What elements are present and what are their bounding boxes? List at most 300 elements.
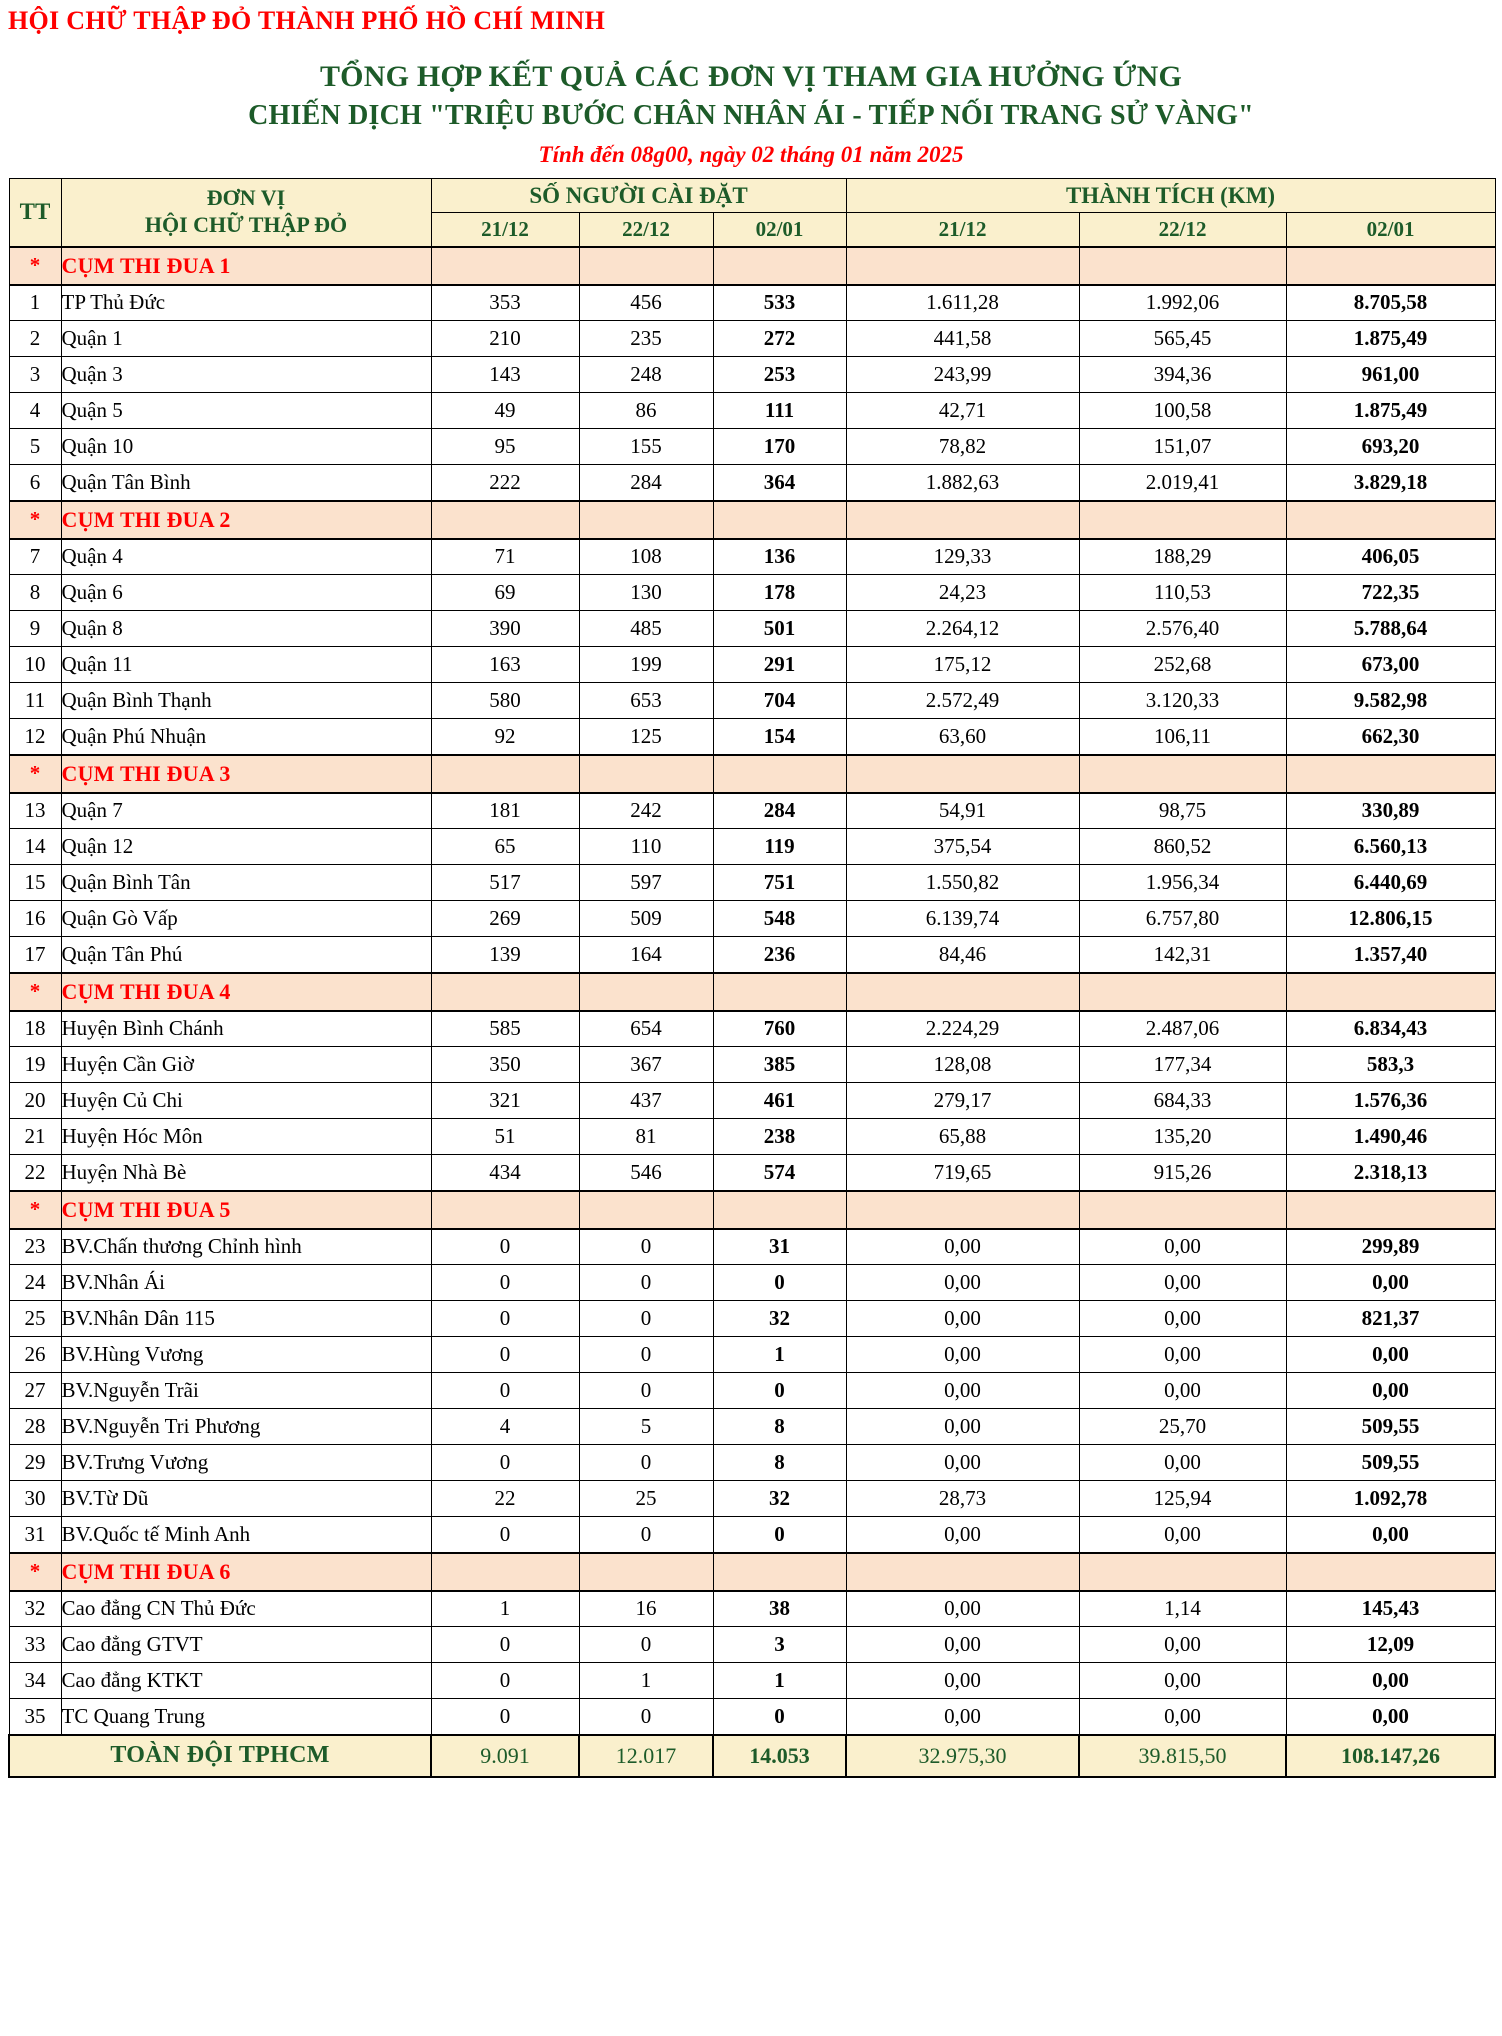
row-installs-02-01: 0 xyxy=(713,1699,846,1735)
group-row xyxy=(9,501,1495,539)
table-row xyxy=(9,393,1495,429)
row-installs-22-12: 110 xyxy=(579,829,713,865)
group-row xyxy=(9,1191,1495,1229)
row-index: 14 xyxy=(9,829,61,865)
row-installs-22-12: 0 xyxy=(579,1445,713,1481)
table-foot xyxy=(9,1735,1495,1777)
row-km-22-12: 1,14 xyxy=(1079,1591,1286,1627)
group-row-label: CỤM THI ĐUA 3 xyxy=(61,755,431,793)
row-km-21-12: 2.572,49 xyxy=(846,683,1079,719)
row-km-02-01: 693,20 xyxy=(1286,429,1495,465)
row-km-21-12: 0,00 xyxy=(846,1373,1079,1409)
row-index: 31 xyxy=(9,1517,61,1553)
row-installs-02-01: 760 xyxy=(713,1011,846,1047)
column-header-km-02-01: 02/01 xyxy=(1286,213,1495,247)
row-unit-name: Huyện Hóc Môn xyxy=(61,1119,431,1155)
row-installs-02-01: 236 xyxy=(713,937,846,973)
table-row xyxy=(9,285,1495,321)
row-installs-22-12: 199 xyxy=(579,647,713,683)
row-unit-name: BV.Nhân Ái xyxy=(61,1265,431,1301)
table-row xyxy=(9,901,1495,937)
row-km-21-12: 0,00 xyxy=(846,1409,1079,1445)
row-km-21-12: 0,00 xyxy=(846,1591,1079,1627)
row-km-02-01: 673,00 xyxy=(1286,647,1495,683)
row-km-22-12: 25,70 xyxy=(1079,1409,1286,1445)
row-km-21-12: 441,58 xyxy=(846,321,1079,357)
row-unit-name: Huyện Củ Chi xyxy=(61,1083,431,1119)
row-installs-02-01: 574 xyxy=(713,1155,846,1191)
row-km-21-12: 0,00 xyxy=(846,1517,1079,1553)
table-row xyxy=(9,1301,1495,1337)
row-installs-22-12: 0 xyxy=(579,1337,713,1373)
row-installs-02-01: 3 xyxy=(713,1627,846,1663)
row-km-21-12: 129,33 xyxy=(846,539,1079,575)
row-index: 23 xyxy=(9,1229,61,1265)
row-km-21-12: 78,82 xyxy=(846,429,1079,465)
column-header-installs-02-01: 02/01 xyxy=(713,213,846,247)
table-row xyxy=(9,1517,1495,1553)
row-index: 1 xyxy=(9,285,61,321)
row-index: 7 xyxy=(9,539,61,575)
table-row xyxy=(9,465,1495,501)
row-installs-22-12: 86 xyxy=(579,393,713,429)
row-installs-21-12: 434 xyxy=(431,1155,579,1191)
group-row-empty-cell xyxy=(1286,1553,1495,1591)
group-row-label: CỤM THI ĐUA 5 xyxy=(61,1191,431,1229)
row-km-22-12: 177,34 xyxy=(1079,1047,1286,1083)
row-km-22-12: 0,00 xyxy=(1079,1265,1286,1301)
row-index: 19 xyxy=(9,1047,61,1083)
total-installs-21-12: 9.091 xyxy=(431,1735,579,1777)
group-row-empty-cell xyxy=(846,755,1079,793)
row-km-22-12: 2.019,41 xyxy=(1079,465,1286,501)
row-unit-name: Quận 7 xyxy=(61,793,431,829)
group-row-empty-cell xyxy=(579,973,713,1011)
row-index: 9 xyxy=(9,611,61,647)
row-km-02-01: 1.875,49 xyxy=(1286,321,1495,357)
row-installs-02-01: 119 xyxy=(713,829,846,865)
row-installs-21-12: 0 xyxy=(431,1373,579,1409)
row-installs-22-12: 242 xyxy=(579,793,713,829)
row-installs-02-01: 704 xyxy=(713,683,846,719)
group-row-empty-cell xyxy=(431,755,579,793)
group-row-empty-cell xyxy=(1286,247,1495,285)
row-installs-22-12: 437 xyxy=(579,1083,713,1119)
group-row-empty-cell xyxy=(846,973,1079,1011)
row-installs-22-12: 248 xyxy=(579,357,713,393)
row-unit-name: BV.Quốc tế Minh Anh xyxy=(61,1517,431,1553)
table-row xyxy=(9,793,1495,829)
row-km-21-12: 1.882,63 xyxy=(846,465,1079,501)
group-row xyxy=(9,247,1495,285)
row-km-22-12: 98,75 xyxy=(1079,793,1286,829)
row-unit-name: TP Thủ Đức xyxy=(61,285,431,321)
group-row-empty-cell xyxy=(579,247,713,285)
row-km-21-12: 1.611,28 xyxy=(846,285,1079,321)
table-row xyxy=(9,1265,1495,1301)
group-row-empty-cell xyxy=(1286,1191,1495,1229)
row-installs-21-12: 269 xyxy=(431,901,579,937)
row-km-02-01: 6.834,43 xyxy=(1286,1011,1495,1047)
row-index: 2 xyxy=(9,321,61,357)
row-installs-21-12: 0 xyxy=(431,1301,579,1337)
row-installs-02-01: 32 xyxy=(713,1481,846,1517)
row-unit-name: BV.Chấn thương Chỉnh hình xyxy=(61,1229,431,1265)
row-km-22-12: 1.992,06 xyxy=(1079,285,1286,321)
report-title-line-2: CHIẾN DỊCH "TRIỆU BƯỚC CHÂN NHÂN ÁI - TIẾP NỐI TRANG SỬ VÀNG" xyxy=(248,99,1254,131)
row-km-02-01: 0,00 xyxy=(1286,1373,1495,1409)
group-row-marker: * xyxy=(9,755,61,793)
row-km-22-12: 151,07 xyxy=(1079,429,1286,465)
row-km-21-12: 65,88 xyxy=(846,1119,1079,1155)
column-group-header-installs: SỐ NGƯỜI CÀI ĐẶT xyxy=(431,179,846,213)
table-row xyxy=(9,1337,1495,1373)
group-row-empty-cell xyxy=(431,1553,579,1591)
row-installs-21-12: 350 xyxy=(431,1047,579,1083)
row-installs-21-12: 0 xyxy=(431,1663,579,1699)
row-km-21-12: 2.224,29 xyxy=(846,1011,1079,1047)
row-km-21-12: 0,00 xyxy=(846,1627,1079,1663)
table-row xyxy=(9,1119,1495,1155)
row-installs-21-12: 95 xyxy=(431,429,579,465)
row-unit-name: Quận 11 xyxy=(61,647,431,683)
table-body xyxy=(9,247,1495,1735)
group-row-empty-cell xyxy=(1079,755,1286,793)
row-km-21-12: 24,23 xyxy=(846,575,1079,611)
table-row xyxy=(9,1699,1495,1735)
row-km-02-01: 1.490,46 xyxy=(1286,1119,1495,1155)
row-index: 35 xyxy=(9,1699,61,1735)
group-row-empty-cell xyxy=(846,1553,1079,1591)
row-installs-02-01: 501 xyxy=(713,611,846,647)
table-row xyxy=(9,1663,1495,1699)
group-row-empty-cell xyxy=(713,1191,846,1229)
row-km-02-01: 406,05 xyxy=(1286,539,1495,575)
row-installs-21-12: 51 xyxy=(431,1119,579,1155)
row-km-22-12: 0,00 xyxy=(1079,1445,1286,1481)
row-unit-name: Quận 1 xyxy=(61,321,431,357)
column-header-installs-22-12: 22/12 xyxy=(579,213,713,247)
row-index: 6 xyxy=(9,465,61,501)
row-km-21-12: 0,00 xyxy=(846,1663,1079,1699)
row-km-22-12: 0,00 xyxy=(1079,1699,1286,1735)
row-unit-name: Quận 10 xyxy=(61,429,431,465)
total-km-22-12: 39.815,50 xyxy=(1079,1735,1286,1777)
row-installs-22-12: 16 xyxy=(579,1591,713,1627)
row-installs-21-12: 65 xyxy=(431,829,579,865)
row-installs-22-12: 130 xyxy=(579,575,713,611)
table-row xyxy=(9,1047,1495,1083)
row-km-02-01: 0,00 xyxy=(1286,1517,1495,1553)
row-unit-name: Quận Bình Thạnh xyxy=(61,683,431,719)
row-unit-name: Cao đẳng KTKT xyxy=(61,1663,431,1699)
row-installs-02-01: 0 xyxy=(713,1517,846,1553)
row-installs-02-01: 136 xyxy=(713,539,846,575)
row-km-22-12: 565,45 xyxy=(1079,321,1286,357)
row-km-22-12: 6.757,80 xyxy=(1079,901,1286,937)
row-km-02-01: 0,00 xyxy=(1286,1265,1495,1301)
group-row-marker: * xyxy=(9,1191,61,1229)
row-installs-02-01: 751 xyxy=(713,865,846,901)
row-km-02-01: 12.806,15 xyxy=(1286,901,1495,937)
row-installs-21-12: 181 xyxy=(431,793,579,829)
row-index: 4 xyxy=(9,393,61,429)
group-row-empty-cell xyxy=(713,1553,846,1591)
row-index: 11 xyxy=(9,683,61,719)
row-installs-02-01: 0 xyxy=(713,1265,846,1301)
row-km-22-12: 0,00 xyxy=(1079,1229,1286,1265)
row-km-21-12: 0,00 xyxy=(846,1229,1079,1265)
row-installs-02-01: 291 xyxy=(713,647,846,683)
row-km-22-12: 394,36 xyxy=(1079,357,1286,393)
row-unit-name: Quận Gò Vấp xyxy=(61,901,431,937)
row-km-21-12: 1.550,82 xyxy=(846,865,1079,901)
row-installs-22-12: 235 xyxy=(579,321,713,357)
column-header-unit-line-2: HỘI CHỮ THẬP ĐỎ xyxy=(144,212,348,238)
row-installs-21-12: 139 xyxy=(431,937,579,973)
row-installs-21-12: 517 xyxy=(431,865,579,901)
table-row xyxy=(9,683,1495,719)
group-row-marker: * xyxy=(9,973,61,1011)
row-index: 18 xyxy=(9,1011,61,1047)
row-km-02-01: 5.788,64 xyxy=(1286,611,1495,647)
results-table xyxy=(8,178,1496,1778)
row-installs-21-12: 1 xyxy=(431,1591,579,1627)
row-unit-name: BV.Từ Dũ xyxy=(61,1481,431,1517)
row-installs-22-12: 0 xyxy=(579,1229,713,1265)
group-row-empty-cell xyxy=(713,973,846,1011)
row-km-22-12: 125,94 xyxy=(1079,1481,1286,1517)
row-installs-02-01: 0 xyxy=(713,1373,846,1409)
row-installs-21-12: 69 xyxy=(431,575,579,611)
row-index: 30 xyxy=(9,1481,61,1517)
row-installs-22-12: 654 xyxy=(579,1011,713,1047)
row-index: 32 xyxy=(9,1591,61,1627)
table-row xyxy=(9,865,1495,901)
column-group-header-km: THÀNH TÍCH (KM) xyxy=(846,179,1495,213)
row-installs-02-01: 548 xyxy=(713,901,846,937)
group-row-empty-cell xyxy=(1286,755,1495,793)
row-km-22-12: 0,00 xyxy=(1079,1301,1286,1337)
group-row-empty-cell xyxy=(846,247,1079,285)
group-row-empty-cell xyxy=(1079,973,1286,1011)
row-km-02-01: 961,00 xyxy=(1286,357,1495,393)
column-header-km-21-12: 21/12 xyxy=(846,213,1079,247)
table-row xyxy=(9,937,1495,973)
row-km-02-01: 722,35 xyxy=(1286,575,1495,611)
row-km-02-01: 330,89 xyxy=(1286,793,1495,829)
row-index: 33 xyxy=(9,1627,61,1663)
column-header-km-22-12: 22/12 xyxy=(1079,213,1286,247)
row-installs-22-12: 0 xyxy=(579,1373,713,1409)
row-index: 15 xyxy=(9,865,61,901)
row-km-21-12: 0,00 xyxy=(846,1445,1079,1481)
report-table-wrapper xyxy=(8,178,1494,1778)
group-row-empty-cell xyxy=(1079,501,1286,539)
row-km-21-12: 175,12 xyxy=(846,647,1079,683)
row-installs-21-12: 222 xyxy=(431,465,579,501)
row-km-02-01: 2.318,13 xyxy=(1286,1155,1495,1191)
total-installs-02-01: 14.053 xyxy=(713,1735,846,1777)
row-unit-name: Huyện Bình Chánh xyxy=(61,1011,431,1047)
row-index: 16 xyxy=(9,901,61,937)
row-installs-02-01: 238 xyxy=(713,1119,846,1155)
row-unit-name: Quận 4 xyxy=(61,539,431,575)
group-row-empty-cell xyxy=(431,973,579,1011)
row-km-22-12: 0,00 xyxy=(1079,1373,1286,1409)
row-unit-name: BV.Nguyễn Trãi xyxy=(61,1373,431,1409)
row-installs-21-12: 0 xyxy=(431,1229,579,1265)
row-installs-21-12: 71 xyxy=(431,539,579,575)
table-row xyxy=(9,829,1495,865)
column-header-installs-21-12: 21/12 xyxy=(431,213,579,247)
row-km-21-12: 0,00 xyxy=(846,1699,1079,1735)
row-installs-21-12: 0 xyxy=(431,1627,579,1663)
row-installs-02-01: 1 xyxy=(713,1337,846,1373)
row-km-02-01: 6.440,69 xyxy=(1286,865,1495,901)
row-km-21-12: 54,91 xyxy=(846,793,1079,829)
row-installs-02-01: 154 xyxy=(713,719,846,755)
row-km-22-12: 2.576,40 xyxy=(1079,611,1286,647)
row-installs-02-01: 8 xyxy=(713,1445,846,1481)
row-km-22-12: 0,00 xyxy=(1079,1627,1286,1663)
table-row xyxy=(9,357,1495,393)
row-km-21-12: 42,71 xyxy=(846,393,1079,429)
row-unit-name: BV.Nguyễn Tri Phương xyxy=(61,1409,431,1445)
row-installs-22-12: 25 xyxy=(579,1481,713,1517)
table-row xyxy=(9,1627,1495,1663)
row-km-02-01: 12,09 xyxy=(1286,1627,1495,1663)
row-installs-02-01: 385 xyxy=(713,1047,846,1083)
table-row xyxy=(9,719,1495,755)
group-row-empty-cell xyxy=(579,755,713,793)
row-installs-22-12: 81 xyxy=(579,1119,713,1155)
group-row-empty-cell xyxy=(579,1191,713,1229)
row-index: 3 xyxy=(9,357,61,393)
group-row-empty-cell xyxy=(713,247,846,285)
row-installs-22-12: 367 xyxy=(579,1047,713,1083)
row-installs-21-12: 0 xyxy=(431,1445,579,1481)
row-installs-21-12: 49 xyxy=(431,393,579,429)
row-installs-21-12: 321 xyxy=(431,1083,579,1119)
row-unit-name: Huyện Nhà Bè xyxy=(61,1155,431,1191)
row-km-02-01: 9.582,98 xyxy=(1286,683,1495,719)
row-installs-21-12: 0 xyxy=(431,1265,579,1301)
table-row xyxy=(9,1083,1495,1119)
row-unit-name: Quận Tân Phú xyxy=(61,937,431,973)
row-index: 25 xyxy=(9,1301,61,1337)
row-km-21-12: 719,65 xyxy=(846,1155,1079,1191)
row-installs-22-12: 0 xyxy=(579,1301,713,1337)
row-km-22-12: 0,00 xyxy=(1079,1337,1286,1373)
row-unit-name: Quận 12 xyxy=(61,829,431,865)
row-km-21-12: 0,00 xyxy=(846,1301,1079,1337)
row-installs-21-12: 0 xyxy=(431,1337,579,1373)
row-installs-02-01: 461 xyxy=(713,1083,846,1119)
row-unit-name: BV.Trưng Vương xyxy=(61,1445,431,1481)
table-row xyxy=(9,1373,1495,1409)
group-row-label: CỤM THI ĐUA 2 xyxy=(61,501,431,539)
table-row xyxy=(9,1481,1495,1517)
row-index: 13 xyxy=(9,793,61,829)
group-row-empty-cell xyxy=(579,501,713,539)
row-km-22-12: 860,52 xyxy=(1079,829,1286,865)
row-installs-22-12: 5 xyxy=(579,1409,713,1445)
total-installs-22-12: 12.017 xyxy=(579,1735,713,1777)
row-km-02-01: 0,00 xyxy=(1286,1663,1495,1699)
row-installs-02-01: 178 xyxy=(713,575,846,611)
row-installs-02-01: 8 xyxy=(713,1409,846,1445)
row-installs-22-12: 653 xyxy=(579,683,713,719)
row-km-21-12: 243,99 xyxy=(846,357,1079,393)
row-unit-name: TC Quang Trung xyxy=(61,1699,431,1735)
row-km-22-12: 0,00 xyxy=(1079,1663,1286,1699)
total-km-21-12: 32.975,30 xyxy=(846,1735,1079,1777)
table-head xyxy=(9,179,1495,247)
row-km-22-12: 110,53 xyxy=(1079,575,1286,611)
row-installs-21-12: 92 xyxy=(431,719,579,755)
row-installs-02-01: 272 xyxy=(713,321,846,357)
report-asof-subtitle: Tính đến 08g00, ngày 02 tháng 01 năm 2025 xyxy=(538,141,964,167)
row-index: 21 xyxy=(9,1119,61,1155)
row-km-02-01: 1.875,49 xyxy=(1286,393,1495,429)
row-km-21-12: 0,00 xyxy=(846,1337,1079,1373)
row-installs-22-12: 164 xyxy=(579,937,713,973)
row-unit-name: Cao đẳng GTVT xyxy=(61,1627,431,1663)
table-row xyxy=(9,1445,1495,1481)
row-installs-21-12: 163 xyxy=(431,647,579,683)
row-km-02-01: 1.357,40 xyxy=(1286,937,1495,973)
row-km-21-12: 6.139,74 xyxy=(846,901,1079,937)
row-installs-22-12: 456 xyxy=(579,285,713,321)
row-km-22-12: 915,26 xyxy=(1079,1155,1286,1191)
row-km-22-12: 106,11 xyxy=(1079,719,1286,755)
group-row-empty-cell xyxy=(713,501,846,539)
group-row-empty-cell xyxy=(1079,247,1286,285)
row-installs-02-01: 32 xyxy=(713,1301,846,1337)
table-row xyxy=(9,575,1495,611)
group-row-empty-cell xyxy=(1286,501,1495,539)
group-row-empty-cell xyxy=(1286,973,1495,1011)
row-unit-name: Quận 3 xyxy=(61,357,431,393)
row-installs-02-01: 284 xyxy=(713,793,846,829)
row-installs-21-12: 390 xyxy=(431,611,579,647)
row-km-02-01: 509,55 xyxy=(1286,1445,1495,1481)
row-installs-21-12: 4 xyxy=(431,1409,579,1445)
row-unit-name: Quận 5 xyxy=(61,393,431,429)
total-km-02-01: 108.147,26 xyxy=(1286,1735,1495,1777)
row-km-22-12: 100,58 xyxy=(1079,393,1286,429)
row-installs-02-01: 170 xyxy=(713,429,846,465)
row-index: 8 xyxy=(9,575,61,611)
row-index: 22 xyxy=(9,1155,61,1191)
row-km-02-01: 1.092,78 xyxy=(1286,1481,1495,1517)
row-km-22-12: 135,20 xyxy=(1079,1119,1286,1155)
row-index: 10 xyxy=(9,647,61,683)
row-installs-21-12: 143 xyxy=(431,357,579,393)
total-row-label: TOÀN ĐỘI TPHCM xyxy=(9,1735,431,1777)
row-installs-02-01: 364 xyxy=(713,465,846,501)
row-installs-22-12: 0 xyxy=(579,1265,713,1301)
group-row-marker: * xyxy=(9,501,61,539)
row-km-02-01: 6.560,13 xyxy=(1286,829,1495,865)
row-km-02-01: 821,37 xyxy=(1286,1301,1495,1337)
row-installs-21-12: 580 xyxy=(431,683,579,719)
row-km-21-12: 28,73 xyxy=(846,1481,1079,1517)
row-unit-name: Quận Bình Tân xyxy=(61,865,431,901)
row-km-02-01: 662,30 xyxy=(1286,719,1495,755)
row-unit-name: Quận Tân Bình xyxy=(61,465,431,501)
